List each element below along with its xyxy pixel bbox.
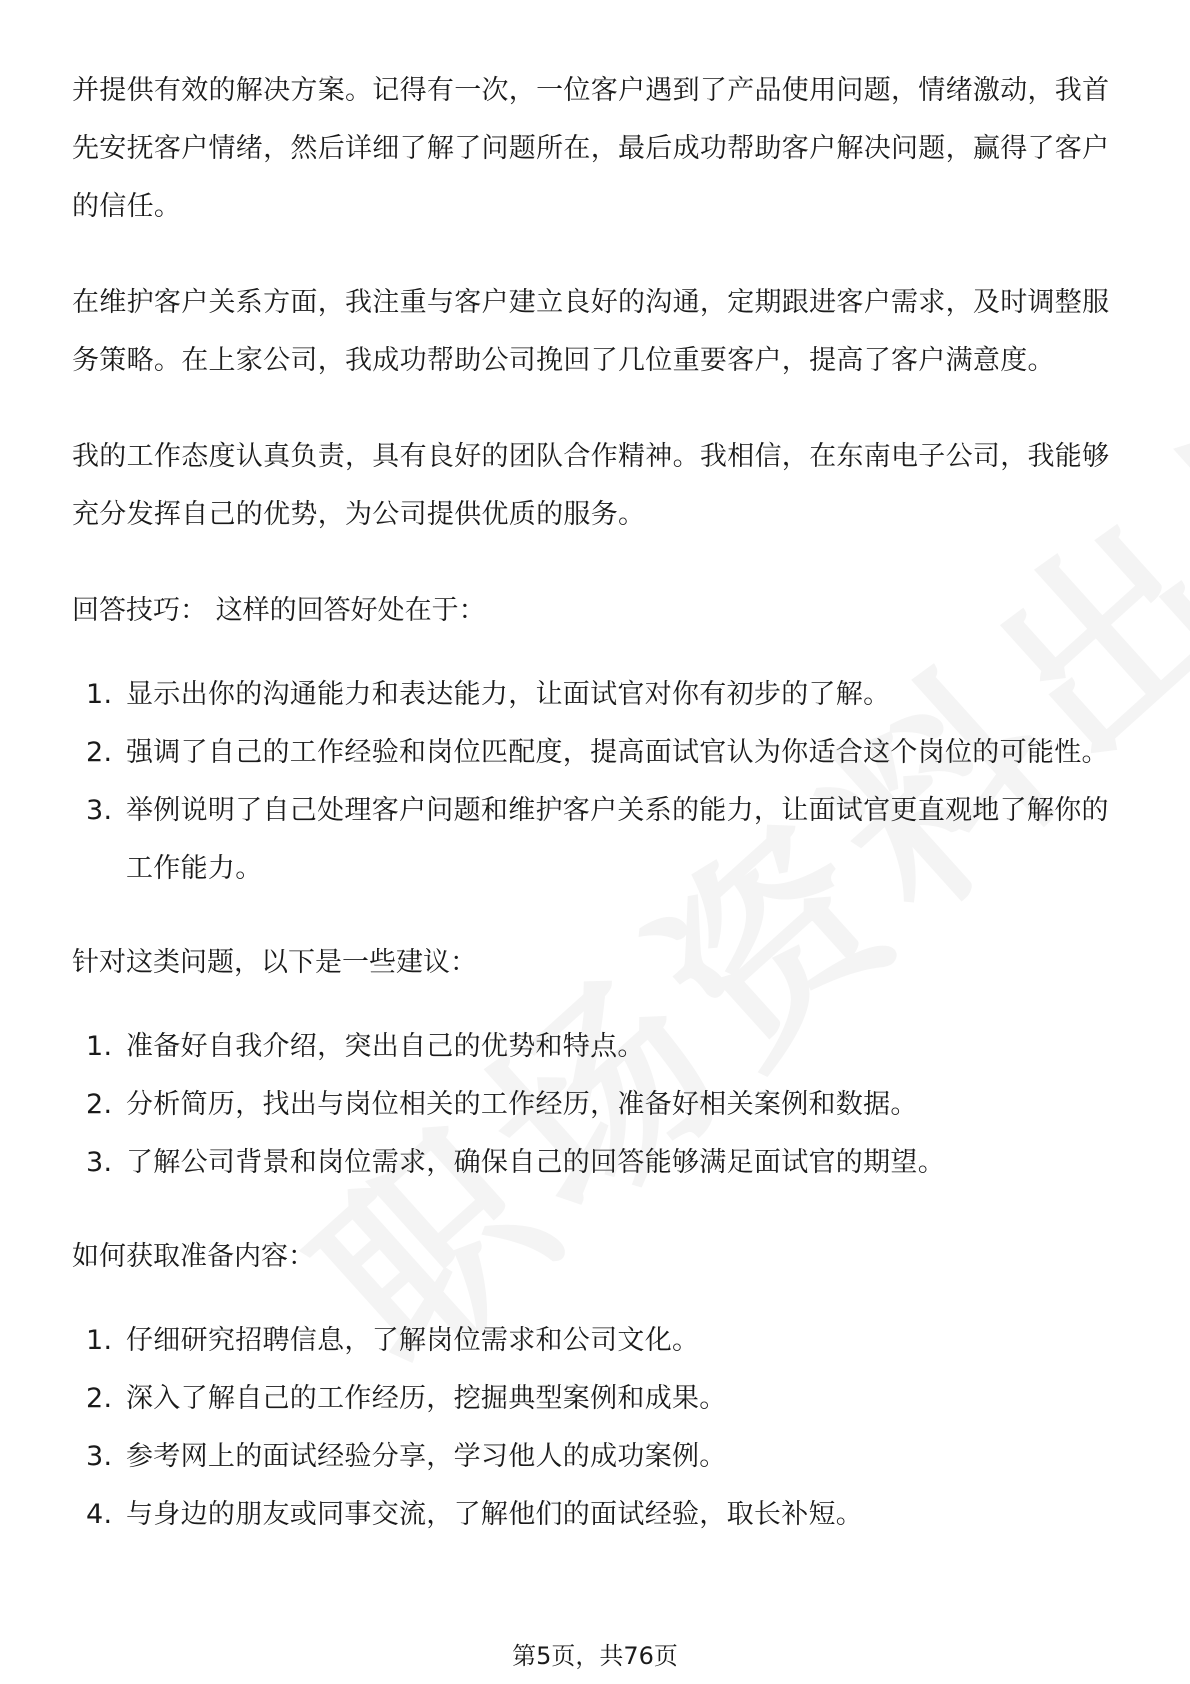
advice-list bbox=[72, 1018, 1117, 1192]
list-item-text: 显示出你的沟通能力和表达能力，让面试官对你有初步的了解。 bbox=[126, 679, 891, 710]
prep-list bbox=[72, 1312, 1117, 1544]
paragraph: 并提供有效的解决方案。记得有一次，一位客户遇到了产品使用问题，情绪激动，我首先安抚客户情绪，然后详细了解了问题所在，最后成功帮助客户解决问题，赢得了客户的信任。 bbox=[72, 75, 1110, 222]
advice-heading: 针对这类问题，以下是一些建议： bbox=[72, 947, 477, 978]
list-item bbox=[72, 1076, 1117, 1134]
document-body bbox=[72, 62, 1117, 1580]
list-item bbox=[72, 1428, 1117, 1486]
list-number: 1. bbox=[86, 679, 113, 710]
list-item-text: 参考网上的面试经验分享，学习他人的成功案例。 bbox=[126, 1441, 727, 1472]
list-item-text: 强调了自己的工作经验和岗位匹配度，提高面试官认为你适合这个岗位的可能性。 bbox=[126, 737, 1109, 768]
list-item bbox=[72, 1370, 1117, 1428]
paragraph: 在维护客户关系方面，我注重与客户建立良好的沟通，定期跟进客户需求，及时调整服务策略。在上家公司，我成功帮助公司挽回了几位重要客户，提高了客户满意度。 bbox=[72, 287, 1110, 376]
list-item-text: 分析简历，找出与岗位相关的工作经历，准备好相关案例和数据。 bbox=[126, 1089, 918, 1120]
list-number: 3. bbox=[86, 1441, 113, 1472]
list-item-text: 与身边的朋友或同事交流，了解他们的面试经验，取长补短。 bbox=[126, 1499, 864, 1530]
list-number: 1. bbox=[86, 1031, 113, 1062]
paragraph: 我的工作态度认真负责，具有良好的团队合作精神。我相信，在东南电子公司，我能够充分发挥自己的优势，为公司提供优质的服务。 bbox=[72, 441, 1110, 530]
list-item bbox=[72, 1134, 1117, 1192]
tips-heading: 回答技巧： 这样的回答好处在于： bbox=[72, 595, 486, 626]
list-item-text: 准备好自我介绍，突出自己的优势和特点。 bbox=[126, 1031, 645, 1062]
list-number: 1. bbox=[86, 1325, 113, 1356]
list-number: 2. bbox=[86, 1383, 113, 1414]
prep-heading: 如何获取准备内容： bbox=[72, 1241, 315, 1272]
list-item bbox=[72, 782, 1117, 898]
list-item bbox=[72, 724, 1117, 782]
list-item bbox=[72, 666, 1117, 724]
list-number: 2. bbox=[86, 737, 113, 768]
list-item-text: 举例说明了自己处理客户问题和维护客户关系的能力，让面试官更直观地了解你的工作能力。 bbox=[126, 795, 1109, 884]
list-number: 3. bbox=[86, 1147, 113, 1178]
list-item bbox=[72, 1018, 1117, 1076]
tips-list bbox=[72, 666, 1117, 898]
page-number: 第5页，共76页 bbox=[512, 1642, 678, 1670]
list-item-text: 仔细研究招聘信息，了解岗位需求和公司文化。 bbox=[126, 1325, 700, 1356]
list-item bbox=[72, 1486, 1117, 1544]
list-item-text: 了解公司背景和岗位需求，确保自己的回答能够满足面试官的期望。 bbox=[126, 1147, 945, 1178]
list-number: 4. bbox=[86, 1499, 113, 1530]
list-item-text: 深入了解自己的工作经历，挖掘典型案例和成果。 bbox=[126, 1383, 727, 1414]
list-number: 3. bbox=[86, 795, 113, 826]
list-number: 2. bbox=[86, 1089, 113, 1120]
list-item bbox=[72, 1312, 1117, 1370]
